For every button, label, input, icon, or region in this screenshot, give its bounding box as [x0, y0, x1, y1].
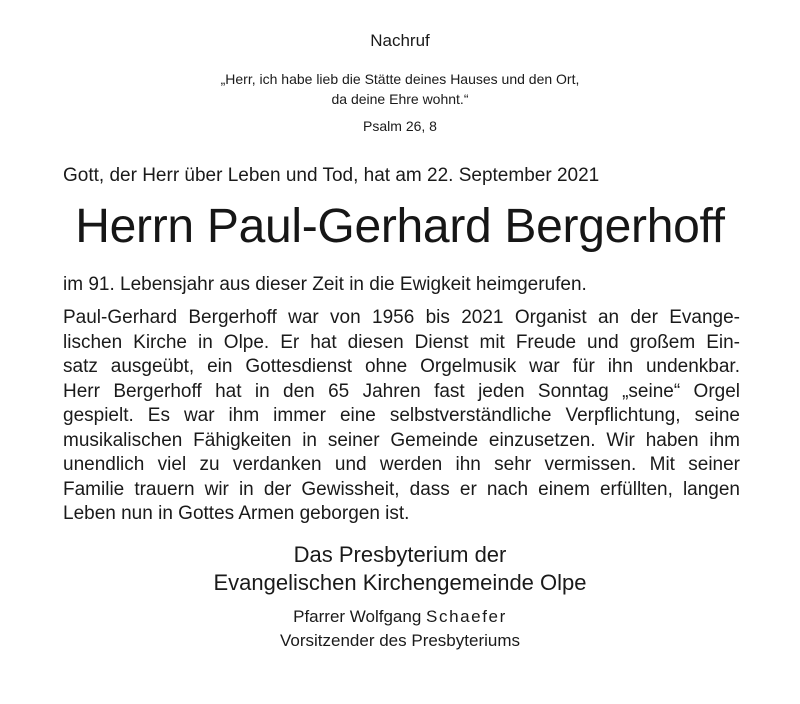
paragraph-line: unendlich viel zu verdanken und werden ihn sehr vermissen. Mit seiner	[63, 454, 740, 475]
pastor-role: Vorsitzender des Presbyteriums	[280, 631, 520, 650]
pastor-name	[0, 607, 800, 627]
paragraph-line: Herr Bergerhoff hat in den 65 Jahren fast jeden Sonntag „seine“ Orgel	[63, 380, 740, 402]
signature-organization-line-1: Das Presbyterium der	[293, 542, 507, 567]
bible-verse-line-2: da deine Ehre wohnt.“	[331, 91, 469, 107]
pastor-surname: Schaefer	[426, 607, 507, 626]
paragraph-line: lischen Kirche in Olpe. Er hat diesen Dienst mit Freude und großem Ein-	[63, 331, 740, 353]
paragraph-line: satz ausgeübt, ein Gottesdienst ohne Orgelmusik war für ihn undenkbar.	[63, 356, 740, 377]
paragraph-line: musikalischen Fähigkeiten in seiner Gemeinde einzusetzen. Wir haben ihm	[63, 429, 740, 451]
signature-organization-line-2: Evangelischen Kirchengemeinde Olpe	[213, 570, 587, 595]
paragraph-line: Paul-Gerhard Bergerhoff war von 1956 bis 2021 Organist an der Evange-	[63, 307, 740, 328]
pastor-first-name: Pfarrer Wolfgang	[293, 607, 427, 626]
bible-verse-line-1: „Herr, ich habe lieb die Stätte deines Hauses und den Ort,	[220, 71, 580, 87]
paragraph-line: Leben nun in Gottes Armen geborgen ist.	[63, 503, 410, 524]
intro-line: Gott, der Herr über Leben und Tod, hat am 22. September 2021	[63, 165, 600, 186]
paragraph-line: Familie trauern wir in der Gewissheit, dass er nach einem erfüllten, langen	[63, 478, 740, 500]
paragraph-line: gespielt. Es war ihm immer eine selbstverständliche Verpflichtung, seine	[63, 405, 740, 426]
tribute-paragraph	[63, 306, 740, 527]
age-line: im 91. Lebensjahr aus dieser Zeit in die Ewigkeit heimgerufen.	[63, 274, 587, 295]
verse-reference: Psalm 26, 8	[363, 118, 437, 134]
deceased-name: Herrn Paul-Gerhard Bergerhoff	[75, 200, 725, 253]
notice-heading: Nachruf	[370, 31, 430, 50]
